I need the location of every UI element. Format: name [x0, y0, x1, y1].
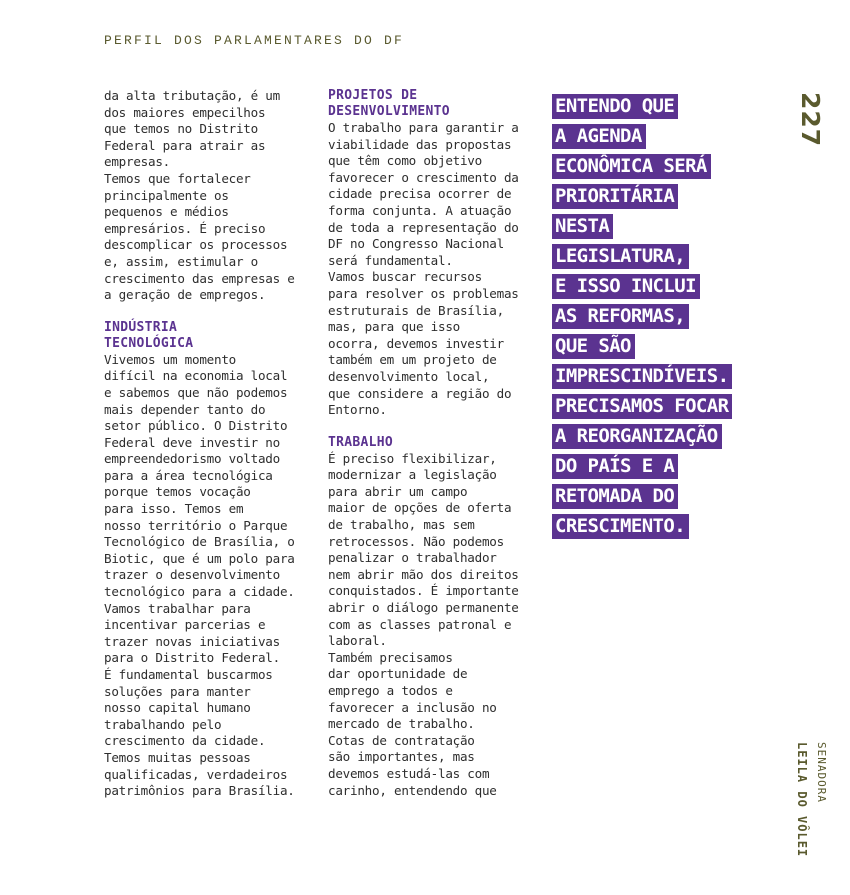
quote-line	[552, 394, 782, 424]
text-line: nosso capital humano	[104, 700, 251, 716]
heading-trabalho	[328, 435, 543, 451]
text-line: para isso. Temos em	[104, 501, 244, 517]
text-line: abrir o diálogo permanente	[328, 600, 519, 616]
quote-line	[552, 214, 782, 244]
heading-line: TRABALHO	[328, 434, 394, 450]
quote-line-text: ECONÔMICA SERÁ	[552, 154, 711, 179]
quote-line	[552, 364, 782, 394]
text-line: e, assim, estimular o	[104, 253, 258, 269]
text-line: devemos estudá-las com	[328, 765, 490, 781]
text-line: viabilidade das propostas	[328, 136, 512, 152]
text-line: conquistados. É importante	[328, 583, 519, 599]
text-line: mercado de trabalho.	[328, 716, 475, 732]
quote-line-text: IMPRESCINDÍVEIS.	[552, 364, 732, 389]
quote-line-text: CRESCIMENTO.	[552, 514, 689, 539]
text-line: estruturais de Brasília,	[328, 302, 504, 318]
text-line: da alta tributação, é um	[104, 88, 280, 103]
text-line: Federal deve investir no	[104, 434, 280, 450]
text-line: Vivemos um momento	[104, 351, 236, 367]
quote-line-text: PRIORITÁRIA	[552, 184, 678, 209]
text-line: que têm como objetivo	[328, 153, 482, 169]
quote-line-text: A REORGANIZAÇÃO	[552, 424, 722, 449]
text-line: setor público. O Distrito	[104, 418, 288, 434]
quote-line	[552, 454, 782, 484]
quote-line-text: PRECISAMOS FOCAR	[552, 394, 732, 419]
text-line: descomplicar os processos	[104, 237, 288, 253]
text-line: Temos muitas pessoas	[104, 749, 251, 765]
quote-line-text: RETOMADA DO	[552, 484, 678, 509]
text-line: Cotas de contratação	[328, 732, 475, 748]
text-line: retrocessos. Não podemos	[328, 533, 504, 549]
text-line: O trabalho para garantir a	[328, 120, 519, 135]
text-line: dos maiores empecilhos	[104, 104, 266, 120]
quote-line-text: E ISSO INCLUI	[552, 274, 700, 299]
heading-line: DESENVOLVIMENTO	[328, 104, 450, 119]
text-line: de trabalho, mas sem	[328, 517, 475, 533]
heading-industria-tecnologica	[104, 320, 316, 352]
text-line: favorecer a inclusão no	[328, 699, 497, 715]
text-line: qualificadas, verdadeiros	[104, 766, 288, 782]
text-line: carinho, entendendo que	[328, 782, 497, 798]
quote-line	[552, 244, 782, 274]
heading-line: TECNOLÓGICA	[104, 335, 194, 351]
text-line: que temos no Distrito	[104, 121, 258, 137]
column-left	[104, 88, 316, 800]
quote-line	[552, 94, 782, 124]
text-line: para a área tecnológica	[104, 467, 273, 483]
quote-line	[552, 484, 782, 514]
text-line: com as classes patronal e	[328, 616, 512, 632]
projetos-paragraph	[328, 120, 543, 419]
text-line: modernizar a legislação	[328, 467, 497, 483]
side-name: LEILA DO VÔLEI	[795, 742, 809, 858]
text-line: também em um projeto de	[328, 352, 497, 368]
text-line: crescimento das empresas e	[104, 270, 295, 286]
intro-paragraph	[104, 88, 316, 304]
text-line: crescimento da cidade.	[104, 733, 266, 749]
text-line: trabalhando pelo	[104, 716, 222, 732]
text-line: patrimônios para Brasília.	[104, 783, 295, 799]
heading-projetos	[328, 88, 543, 120]
quote-line	[552, 154, 782, 184]
text-line: favorecer o crescimento da	[328, 169, 519, 185]
text-line: DF no Congresso Nacional	[328, 236, 504, 252]
text-line: pequenos e médios	[104, 204, 229, 220]
quote-line-text: A AGENDA	[552, 124, 646, 149]
side-label	[793, 742, 831, 857]
text-line: ocorra, devemos investir	[328, 335, 504, 351]
quote-line	[552, 514, 782, 544]
text-line: que considere a região do	[328, 385, 512, 401]
quote-line	[552, 304, 782, 334]
text-line: É fundamental buscarmos	[104, 667, 273, 682]
text-line: Tecnológico de Brasília, o	[104, 534, 295, 550]
text-line: empreendedorismo voltado	[104, 451, 280, 467]
text-line: nem abrir mão dos direitos	[328, 566, 519, 582]
text-line: Também precisamos	[328, 649, 453, 665]
text-line: nosso território o Parque	[104, 517, 288, 533]
text-line: Federal para atrair as	[104, 137, 266, 153]
quote-line-text: AS REFORMAS,	[552, 304, 689, 329]
text-line: soluções para manter	[104, 683, 251, 699]
quote-line	[552, 424, 782, 454]
text-line: empresas.	[104, 154, 170, 170]
quote-line-text: QUE SÃO	[552, 334, 635, 359]
text-line: forma conjunta. A atuação	[328, 202, 512, 218]
text-line: penalizar o trabalhador	[328, 550, 497, 566]
column-middle	[328, 88, 543, 799]
text-line: porque temos vocação	[104, 484, 251, 500]
running-header: PERFIL DOS PARLAMENTARES DO DF	[104, 33, 405, 48]
text-line: incentivar parcerias e	[104, 617, 266, 633]
quote-line-text: NESTA	[552, 214, 613, 239]
pull-quote	[552, 94, 782, 544]
text-line: difícil na economia local	[104, 368, 288, 384]
text-line: Vamos buscar recursos	[328, 269, 482, 285]
text-line: desenvolvimento local,	[328, 368, 490, 384]
text-line: dar oportunidade de	[328, 666, 468, 682]
quote-line	[552, 274, 782, 304]
page-number: 227	[796, 92, 825, 148]
heading-line: INDÚSTRIA	[104, 319, 178, 335]
text-line: a geração de empregos.	[104, 287, 266, 303]
text-line: principalmente os	[104, 187, 229, 203]
text-line: para resolver os problemas	[328, 285, 519, 301]
text-line: empresários. É preciso	[104, 220, 266, 236]
quote-line	[552, 124, 782, 154]
text-line: maior de opções de oferta	[328, 500, 512, 516]
text-line: Vamos trabalhar para	[104, 600, 251, 616]
text-line: de toda a representação do	[328, 219, 519, 235]
industria-paragraph	[104, 352, 316, 800]
text-line: Entorno.	[328, 402, 387, 418]
side-role: SENADORA	[815, 742, 828, 803]
text-line: para o Distrito Federal.	[104, 650, 280, 666]
heading-line: PROJETOS DE	[328, 88, 418, 103]
quote-line-text: DO PAÍS E A	[552, 454, 678, 479]
text-line: Temos que fortalecer	[104, 170, 251, 186]
text-line: trazer novas iniciativas	[104, 633, 280, 649]
text-line: laboral.	[328, 633, 387, 649]
text-line: É preciso flexibilizar,	[328, 450, 497, 466]
text-line: para abrir um campo	[328, 483, 468, 499]
text-line: será fundamental.	[328, 252, 453, 268]
quote-line	[552, 184, 782, 214]
text-line: tecnológico para a cidade.	[104, 584, 295, 600]
text-line: mais depender tanto do	[104, 401, 266, 417]
text-line: cidade precisa ocorrer de	[328, 186, 512, 202]
quote-line-text: LEGISLATURA,	[552, 244, 689, 269]
text-line: emprego a todos e	[328, 683, 453, 698]
text-line: Biotic, que é um polo para	[104, 550, 295, 566]
trabalho-paragraph	[328, 451, 543, 799]
quote-line-text: ENTENDO QUE	[552, 94, 678, 119]
text-line: mas, para que isso	[328, 319, 460, 335]
text-line: trazer o desenvolvimento	[104, 567, 280, 583]
quote-line	[552, 334, 782, 364]
text-line: e sabemos que não podemos	[104, 384, 288, 400]
text-line: são importantes, mas	[328, 749, 475, 765]
